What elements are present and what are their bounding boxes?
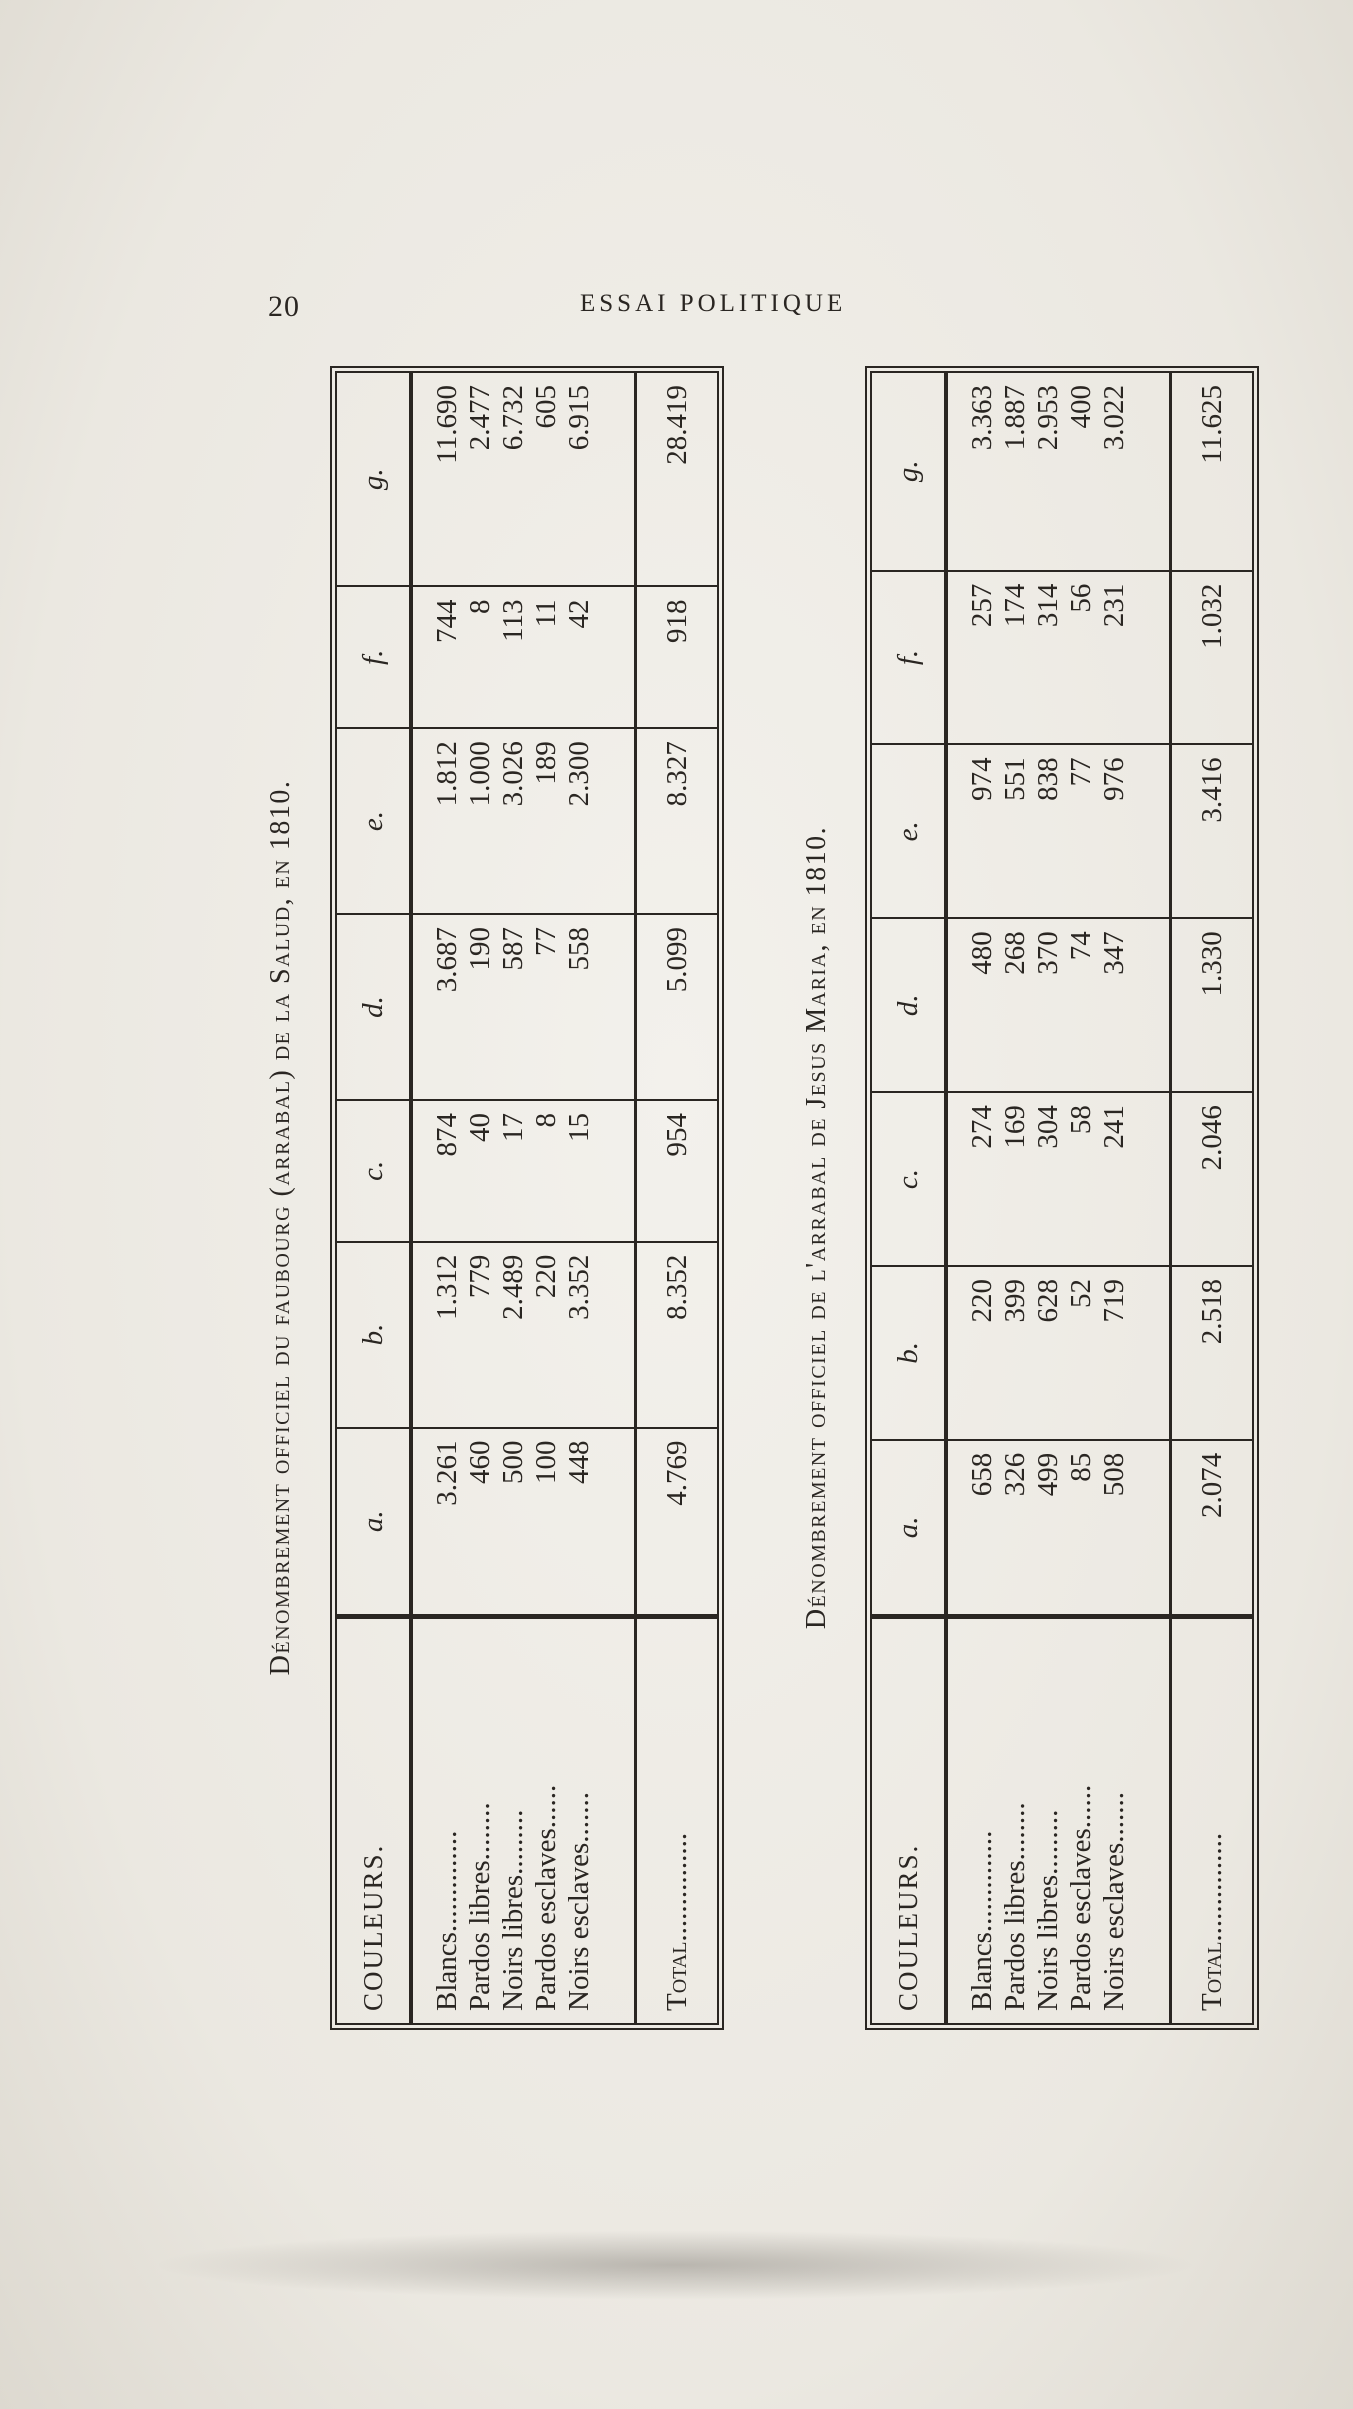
running-head: ESSAI POLITIQUE	[580, 290, 847, 317]
table2-cell: 370	[1032, 931, 1064, 975]
table2-cell: 58	[1065, 1105, 1097, 1135]
table2-col-d	[946, 918, 1171, 1092]
table2-row-label: Pardos libres........	[999, 1802, 1031, 2011]
table2-cell: 628	[1032, 1278, 1064, 1323]
table2-header-f: f.	[872, 571, 946, 745]
table1-cell: 8	[530, 1112, 562, 1128]
table1-cell: 100	[530, 1440, 562, 1485]
table2-cell: 274	[966, 1105, 998, 1149]
table1-total-cell: 5.099	[636, 914, 718, 1100]
table1-cell: 500	[497, 1440, 529, 1485]
table2-total-label: Total...............	[1171, 1617, 1253, 2024]
table2-header-a: a.	[872, 1440, 946, 1617]
binding-shadow	[150, 2230, 1200, 2300]
table1-row-label: Noirs libres.........	[497, 1809, 529, 2011]
table1-cell: 587	[497, 927, 529, 971]
table2-cell: 268	[999, 931, 1031, 975]
table2-header-g: g.	[872, 373, 946, 571]
table2-cell: 231	[1098, 583, 1130, 628]
table1-cell: 1.000	[464, 741, 496, 807]
table1	[330, 366, 724, 2030]
table2-cell: 3.022	[1098, 385, 1130, 451]
table1-header-c: c.	[337, 1100, 411, 1242]
table1-col-e	[411, 728, 636, 914]
table1-col-a	[411, 1428, 636, 1617]
table2-header-c: c.	[872, 1092, 946, 1266]
table1-cell: 3.352	[563, 1254, 595, 1320]
table2-cell: 400	[1065, 385, 1097, 429]
table1-cell: 15	[563, 1112, 595, 1142]
table2-col-e	[946, 744, 1171, 918]
table1-cell: 1.312	[431, 1254, 463, 1320]
table1-total-cell: 954	[636, 1100, 718, 1242]
table1-row-label: Blancs..............	[431, 1830, 463, 2011]
table1-cell: 874	[431, 1112, 463, 1157]
table2-cell: 399	[999, 1278, 1031, 1323]
table1-cell: 3.261	[431, 1440, 463, 1506]
table1-cell: 113	[497, 599, 529, 642]
table2	[865, 366, 1259, 2030]
table2-labels	[946, 1617, 1171, 2024]
table1-cell: 2.477	[464, 385, 496, 451]
table1-cell: 11	[530, 599, 562, 628]
table2-cell: 85	[1065, 1452, 1097, 1482]
table1-header-row	[337, 373, 411, 2023]
table1-col-g	[411, 373, 636, 586]
table2-cell: 77	[1065, 757, 1097, 787]
table2-col-c	[946, 1092, 1171, 1266]
table2-cell: 480	[966, 931, 998, 975]
table2-total-cell: 2.074	[1171, 1440, 1253, 1617]
table2-cell: 974	[966, 757, 998, 801]
table1-total-row	[636, 373, 718, 2023]
table1-cell: 220	[530, 1254, 562, 1299]
table1-cell: 40	[464, 1112, 496, 1142]
table2-cell: 74	[1065, 931, 1097, 961]
table2-row-label: Noirs esclaves.......	[1098, 1791, 1130, 2011]
table1-col-c	[411, 1100, 636, 1242]
table1-cell: 6.915	[563, 385, 595, 451]
table1-cell: 448	[563, 1440, 595, 1485]
table1-total-label: Total...............	[636, 1617, 718, 2024]
table1-caption: Dénombrement officiel du faubourg (arrabal) de la Salud, en 1810.	[265, 779, 296, 1676]
table1-total-cell: 4.769	[636, 1428, 718, 1617]
table1-total-cell: 918	[636, 586, 718, 728]
table2-col-b	[946, 1266, 1171, 1440]
table1-total-cell: 8.352	[636, 1242, 718, 1428]
table1-cell: 2.489	[497, 1254, 529, 1320]
table2-cell: 326	[999, 1452, 1031, 1497]
table2-cell: 347	[1098, 931, 1130, 975]
table2-caption: Dénombrement officiel de l'arrabal de Jesus Maria, en 1810.	[801, 825, 832, 1630]
table1-row-label: Pardos libres........	[464, 1802, 496, 2011]
table1-cell: 17	[497, 1112, 529, 1142]
table1-header-couleurs: COULEURS.	[337, 1617, 411, 2024]
table2-cell: 220	[966, 1278, 998, 1323]
table2-cell: 551	[999, 757, 1031, 801]
table2-total-cell: 1.330	[1171, 918, 1253, 1092]
table2-total-cell: 11.625	[1171, 373, 1253, 571]
table2-header-couleurs: COULEURS.	[872, 1617, 946, 2024]
table2-row-label: Noirs libres.........	[1032, 1809, 1064, 2011]
table1-cell: 8	[464, 599, 496, 614]
table2-cell: 719	[1098, 1278, 1130, 1323]
table1-cell: 42	[563, 599, 595, 629]
table2-header-d: d.	[872, 918, 946, 1092]
table2-cell: 304	[1032, 1105, 1064, 1149]
table2-row-label: Blancs..............	[966, 1830, 998, 2011]
table1-header-f: f.	[337, 586, 411, 728]
table2-col-g	[946, 373, 1171, 571]
table1-labels	[411, 1617, 636, 2024]
table1-cell: 779	[464, 1254, 496, 1299]
table2-header-row	[872, 373, 946, 2023]
table1-total-cell: 28.419	[636, 373, 718, 586]
table1-cell: 558	[563, 927, 595, 971]
table1-cell: 189	[530, 741, 562, 785]
table2-total-cell: 2.518	[1171, 1266, 1253, 1440]
table1-col-f	[411, 586, 636, 728]
table2-total-cell: 2.046	[1171, 1092, 1253, 1266]
rotated-tables	[245, 365, 1315, 2090]
table1-row-label: Pardos esclaves......	[530, 1784, 562, 2011]
table1-cell: 3.026	[497, 741, 529, 807]
table2-header-e: e.	[872, 744, 946, 918]
table1-cell: 77	[530, 927, 562, 957]
table2-total-row	[1171, 373, 1253, 2023]
table2-cell: 3.363	[966, 385, 998, 451]
table1-total-cell: 8.327	[636, 728, 718, 914]
table1-header-a: a.	[337, 1428, 411, 1617]
table1-header-d: d.	[337, 914, 411, 1100]
table2-cell: 976	[1098, 757, 1130, 801]
table1-cell: 6.732	[497, 385, 529, 451]
table2-col-a	[946, 1440, 1171, 1617]
table2-cell: 508	[1098, 1452, 1130, 1497]
table1-body	[411, 373, 636, 2023]
table2-cell: 499	[1032, 1452, 1064, 1497]
table1-cell: 460	[464, 1440, 496, 1485]
table2-cell: 52	[1065, 1278, 1097, 1308]
table2-cell: 1.887	[999, 385, 1031, 451]
table2-cell: 2.953	[1032, 385, 1064, 451]
table1-cell: 744	[431, 599, 463, 643]
table2-row-label: Pardos esclaves......	[1065, 1784, 1097, 2011]
table2-cell: 174	[999, 583, 1031, 628]
page-number: 20	[268, 290, 300, 323]
table2-body	[946, 373, 1171, 2023]
table1-header-e: e.	[337, 728, 411, 914]
table2-cell: 56	[1065, 583, 1097, 613]
table1-cell: 2.300	[563, 741, 595, 807]
table2-cell: 838	[1032, 757, 1064, 801]
table2-cell: 169	[999, 1105, 1031, 1149]
table2-total-cell: 3.416	[1171, 744, 1253, 918]
table2-header-b: b.	[872, 1266, 946, 1440]
table1-col-d	[411, 914, 636, 1100]
table1-cell: 190	[464, 927, 496, 971]
table1-cell: 1.812	[431, 741, 463, 807]
table1-cell: 605	[530, 385, 562, 429]
table1-col-b	[411, 1242, 636, 1428]
table2-total-cell: 1.032	[1171, 571, 1253, 745]
table1-header-g: g.	[337, 373, 411, 586]
table1-row-label: Noirs esclaves.......	[563, 1791, 595, 2011]
table1-cell: 3.687	[431, 927, 463, 993]
table2-cell: 241	[1098, 1105, 1130, 1149]
table2-col-f	[946, 571, 1171, 745]
table1-header-b: b.	[337, 1242, 411, 1428]
table2-cell: 658	[966, 1452, 998, 1497]
table2-cell: 257	[966, 583, 998, 628]
table2-cell: 314	[1032, 583, 1064, 628]
table1-cell: 11.690	[431, 385, 463, 464]
